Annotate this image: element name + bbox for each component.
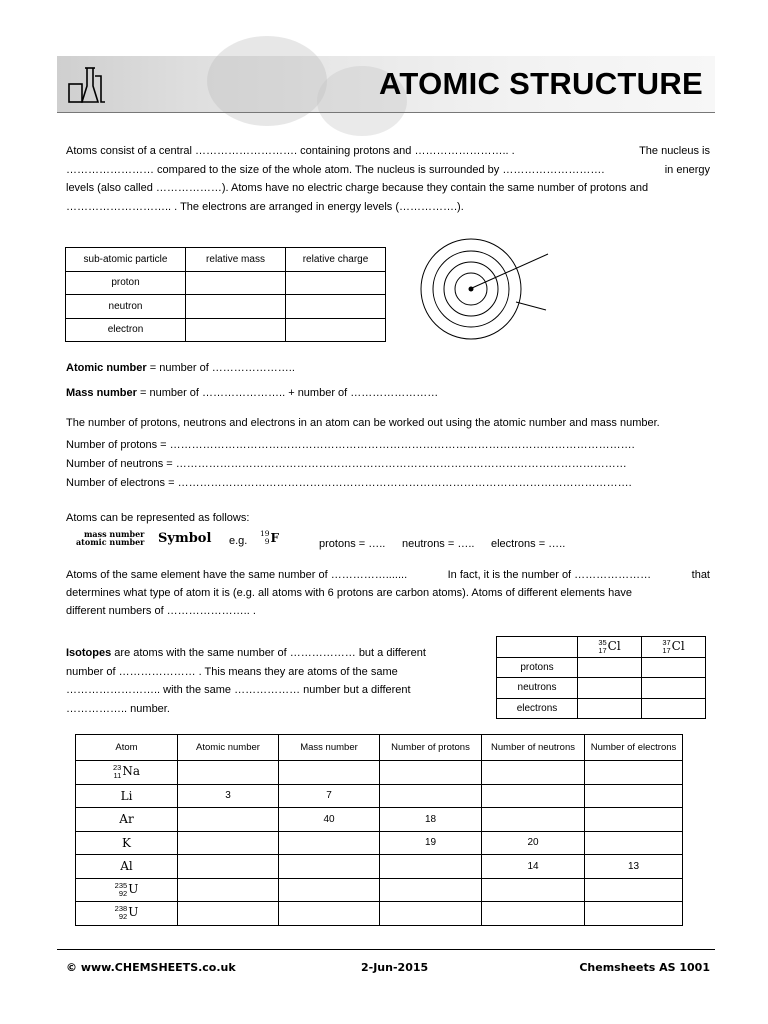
- isotope-header-cl37: [642, 637, 706, 658]
- atom-mass-number: 235: [114, 880, 128, 890]
- atom-table-cell[interactable]: [380, 761, 482, 785]
- particle-table: [65, 247, 386, 342]
- intro-line-1a: Atoms consist of a central ………………………. containing protons and …………………….. .: [66, 145, 515, 157]
- footer-website: © www.CHEMSHEETS.co.uk: [66, 961, 236, 974]
- atom-mass-number: 238: [114, 904, 128, 914]
- atom-table-header: Number of neutrons: [482, 735, 585, 761]
- particle-header-charge: relative charge: [286, 248, 386, 272]
- atom-table-header: Number of protons: [380, 735, 482, 761]
- atom-table-header: Atom: [76, 735, 178, 761]
- isotope-cell[interactable]: [642, 698, 706, 719]
- intro-line-1b: The nucleus is: [639, 145, 710, 157]
- atom-table-cell[interactable]: [380, 878, 482, 902]
- cl35-mass: 35: [598, 637, 607, 647]
- isotope-header-blank: [497, 637, 578, 658]
- isotopes-line-1: [66, 647, 426, 659]
- atom-table-cell: 40: [279, 808, 380, 832]
- atom-table-cell[interactable]: [585, 761, 683, 785]
- mass-number-text: = number of ………………….. + number of ……………………: [136, 387, 439, 399]
- atom-table-cell[interactable]: [178, 831, 279, 855]
- protons-line: Number of protons = ……………………………………………………………………………………………………………….: [66, 439, 635, 451]
- atom-table-cell[interactable]: [380, 902, 482, 926]
- atom-table-cell[interactable]: [178, 855, 279, 879]
- element-line-1: [66, 569, 710, 581]
- atom-atomic-number: 92: [118, 912, 128, 922]
- atomic-number-line: [66, 362, 295, 374]
- atom-table-cell[interactable]: [279, 878, 380, 902]
- atom-table-cell[interactable]: [585, 808, 683, 832]
- table-row: [76, 761, 683, 785]
- isotope-cell[interactable]: [642, 657, 706, 678]
- atom-diagram: [415, 238, 555, 342]
- notation-numbers: [76, 530, 144, 546]
- particle-row-neutron: neutron: [66, 295, 186, 319]
- cl37-symbol: Cl: [671, 638, 685, 653]
- element-line-2: determines what type of atom it is (e.g. all atoms with 6 protons are carbon atoms). Atoms of different elements have: [66, 587, 632, 599]
- table-row: [76, 784, 683, 808]
- particle-cell[interactable]: [186, 295, 286, 319]
- representation-intro: Atoms can be represented as follows:: [66, 512, 250, 524]
- element-line-3: different numbers of ………………….. .: [66, 605, 256, 617]
- atom-table-cell: 3: [178, 784, 279, 808]
- atomic-number-label: Atomic number: [66, 362, 147, 374]
- atom-symbol-cell: [76, 784, 178, 808]
- mass-number-line: [66, 387, 438, 399]
- atom-atomic-number: 92: [118, 888, 128, 898]
- atom-table-cell[interactable]: [178, 761, 279, 785]
- working-out-intro: The number of protons, neutrons and electrons in an atom can be worked out using the atomic number and mass number.: [66, 417, 660, 429]
- isotope-row-electrons: electrons: [497, 698, 578, 719]
- notation-mass-number: mass number: [83, 529, 145, 539]
- table-row: [76, 902, 683, 926]
- atom-atomic-number: 11: [113, 771, 122, 781]
- page-title: ATOMIC STRUCTURE: [379, 66, 703, 101]
- atom-table-cell[interactable]: [482, 784, 585, 808]
- atom-table-cell[interactable]: [482, 902, 585, 926]
- particle-header-mass: relative mass: [186, 248, 286, 272]
- atom-table-cell[interactable]: [585, 784, 683, 808]
- isotopes-text-1: are atoms with the same number of ……………… but a different: [111, 647, 426, 659]
- intro-line-1: [66, 145, 710, 157]
- example-electrons: electrons = …..: [491, 538, 566, 550]
- table-row: [76, 878, 683, 902]
- atom-symbol-cell: [76, 855, 178, 879]
- atom-symbol-cell: [76, 878, 178, 902]
- atom-symbol: K: [122, 835, 131, 850]
- atom-table: [75, 734, 683, 926]
- cl35-atomic: 17: [598, 645, 607, 655]
- particle-cell[interactable]: [186, 318, 286, 342]
- atom-table-cell[interactable]: [178, 878, 279, 902]
- example-neutrons: neutrons = …..: [402, 538, 475, 550]
- atom-table-cell[interactable]: [178, 808, 279, 832]
- cl37-atomic: 17: [662, 645, 671, 655]
- cl37-mass: 37: [662, 637, 671, 647]
- atom-symbol: Na: [122, 764, 140, 778]
- table-row: [76, 855, 683, 879]
- isotope-row-neutrons: neutrons: [497, 678, 578, 699]
- mass-number-label: Mass number: [66, 387, 137, 399]
- intro-line-2: [66, 164, 710, 176]
- particle-header-name: sub-atomic particle: [66, 248, 186, 272]
- example-label: e.g.: [229, 535, 248, 547]
- particle-cell[interactable]: [186, 271, 286, 295]
- particle-cell[interactable]: [286, 295, 386, 319]
- header-divider: [57, 112, 715, 113]
- electrons-line: Number of electrons = …………………………………………………………………………………………………………….: [66, 477, 632, 489]
- isotopes-line-3: …………………….. with the same ……………… number but a different: [66, 684, 411, 696]
- isotope-cell[interactable]: [578, 698, 642, 719]
- atom-table-cell[interactable]: [279, 831, 380, 855]
- neutrons-line: Number of neutrons = ……………………………………………………………………………………………………………: [66, 458, 627, 470]
- atom-table-cell[interactable]: [279, 902, 380, 926]
- element-line-1a: Atoms of the same element have the same number of …………….......: [66, 569, 408, 581]
- footer-date: 2-Jun-2015: [361, 961, 429, 974]
- intro-line-3: levels (also called ………………). Atoms have no electric charge because they contain the same number of protons and: [66, 182, 649, 194]
- isotope-table: [496, 636, 706, 719]
- atom-table-cell[interactable]: [178, 902, 279, 926]
- atom-table-cell[interactable]: [585, 902, 683, 926]
- particle-cell[interactable]: [286, 318, 386, 342]
- notation-atomic-number: atomic number: [76, 537, 145, 547]
- footer-divider: [57, 949, 715, 950]
- atom-table-cell[interactable]: [279, 855, 380, 879]
- atom-table-cell[interactable]: [482, 808, 585, 832]
- element-line-1b: In fact, it is the number of …………………: [447, 569, 652, 581]
- fluorine-mass: 19: [260, 529, 270, 538]
- header-banner: [57, 56, 715, 112]
- atom-table-cell[interactable]: [482, 761, 585, 785]
- particle-row-proton: proton: [66, 271, 186, 295]
- atom-table-cell: 19: [380, 831, 482, 855]
- atom-table-cell[interactable]: [585, 831, 683, 855]
- atom-table-header: Mass number: [279, 735, 380, 761]
- element-line-1c: that: [691, 569, 710, 581]
- atom-table-cell: 7: [279, 784, 380, 808]
- atom-symbol: Al: [120, 859, 133, 874]
- isotope-cell[interactable]: [578, 657, 642, 678]
- particle-row-electron: electron: [66, 318, 186, 342]
- notation-symbol: Symbol: [158, 531, 212, 546]
- cl35-symbol: Cl: [607, 638, 621, 653]
- atom-symbol: U: [128, 905, 139, 919]
- atom-table-cell: 18: [380, 808, 482, 832]
- table-row: [76, 808, 683, 832]
- atom-symbol: Li: [120, 788, 133, 803]
- intro-line-4: ……………………….. . The electrons are arranged in energy levels (…………….).: [66, 201, 464, 213]
- intro-line-2a: …………………… compared to the size of the whole atom. The nucleus is surrounded by ……………………….: [66, 164, 605, 176]
- atom-table-header: Atomic number: [178, 735, 279, 761]
- atom-table-cell: 13: [585, 855, 683, 879]
- isotope-header-cl35: [578, 637, 642, 658]
- isotope-row-protons: protons: [497, 657, 578, 678]
- glassware-icon: [65, 62, 109, 108]
- fluorine-atomic: 9: [264, 537, 270, 546]
- atomic-number-text: = number of …………………..: [146, 362, 295, 374]
- particle-cell[interactable]: [286, 271, 386, 295]
- atom-table-cell[interactable]: [380, 784, 482, 808]
- atom-table-cell: 14: [482, 855, 585, 879]
- fluorine-example: [260, 530, 279, 546]
- atom-table-cell: 20: [482, 831, 585, 855]
- isotopes-line-2: number of ………………… . This means they are atoms of the same: [66, 666, 398, 678]
- atom-table-cell[interactable]: [585, 878, 683, 902]
- table-row: [76, 831, 683, 855]
- atom-mass-number: 23: [113, 763, 122, 773]
- intro-line-2b: in energy: [664, 164, 710, 176]
- atom-symbol-cell: [76, 902, 178, 926]
- atom-symbol-cell: [76, 831, 178, 855]
- isotope-cell[interactable]: [578, 678, 642, 699]
- atom-table-header: Number of electrons: [585, 735, 683, 761]
- example-protons: protons = …..: [319, 538, 386, 550]
- atom-symbol-cell: [76, 761, 178, 785]
- footer-reference: Chemsheets AS 1001: [579, 961, 710, 974]
- fluorine-symbol: F: [270, 531, 280, 545]
- atom-symbol-cell: [76, 808, 178, 832]
- atom-symbol: Ar: [119, 812, 134, 827]
- atom-table-cell[interactable]: [482, 878, 585, 902]
- atom-table-cell[interactable]: [279, 761, 380, 785]
- isotopes-line-4: …………….. number.: [66, 703, 170, 715]
- isotope-cell[interactable]: [642, 678, 706, 699]
- atom-table-cell[interactable]: [380, 855, 482, 879]
- atom-symbol: U: [128, 881, 139, 896]
- isotopes-label: Isotopes: [66, 647, 112, 659]
